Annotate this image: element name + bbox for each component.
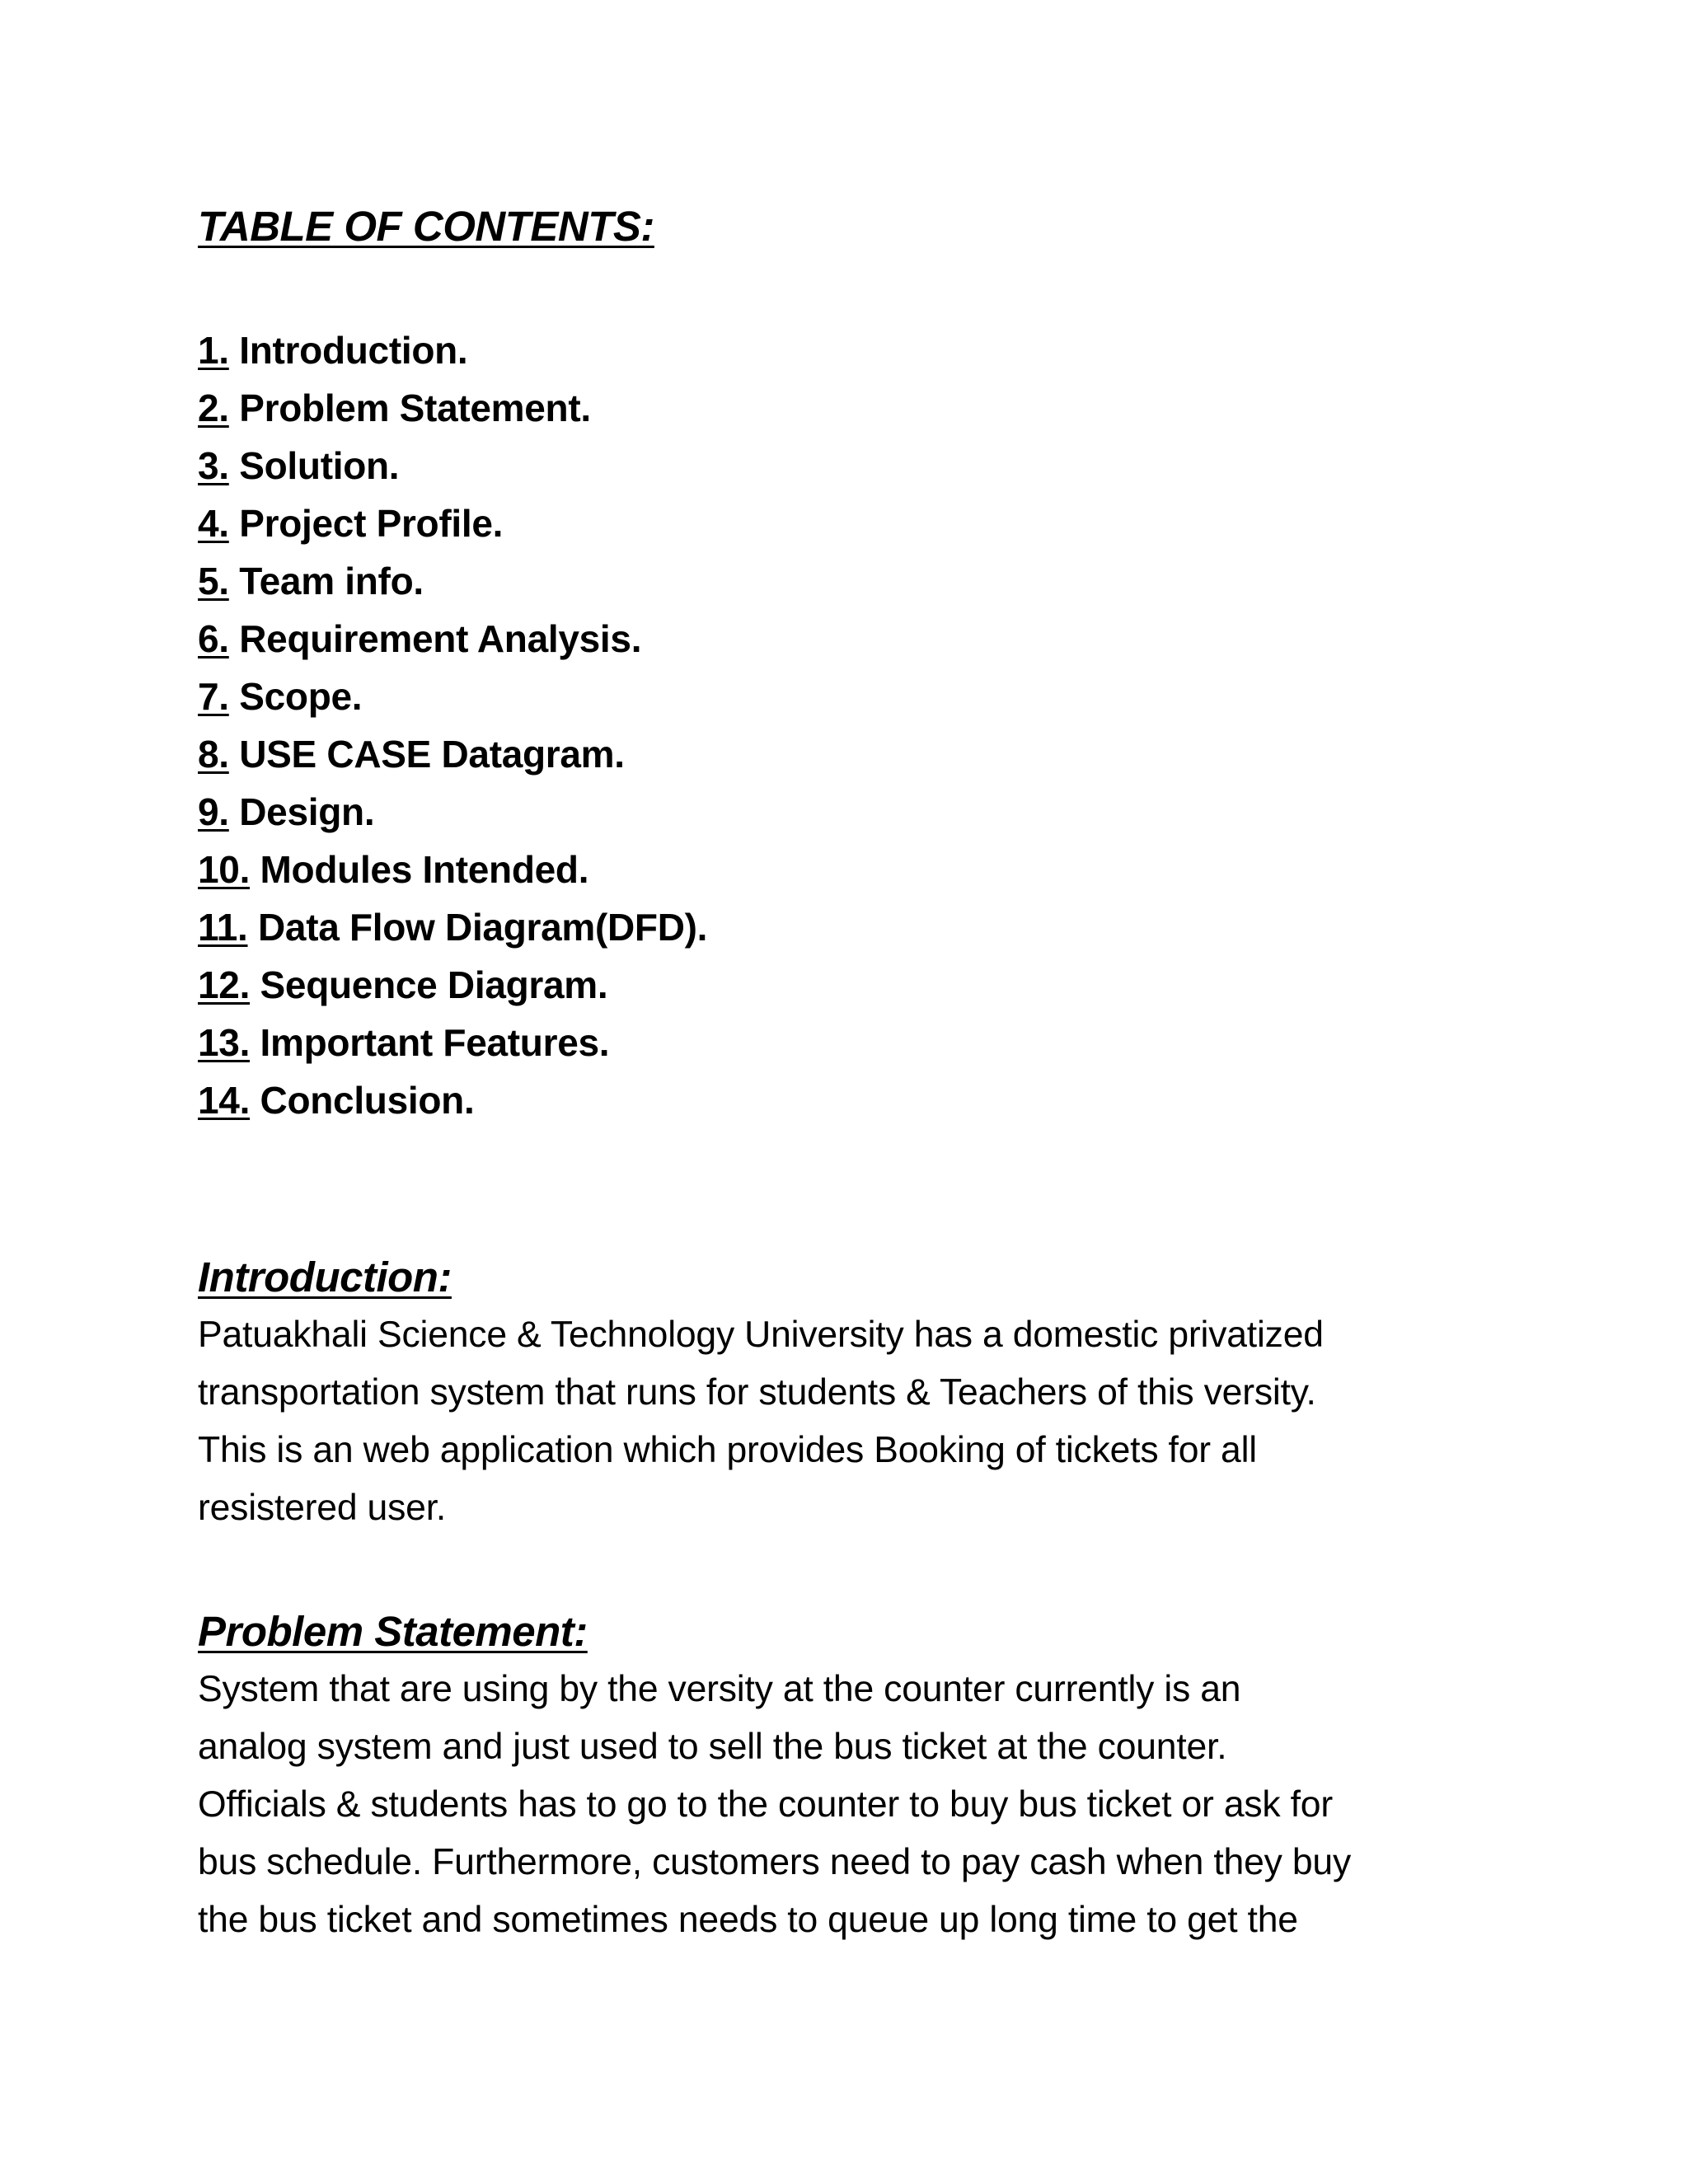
toc-item-label: Design. [239,790,375,833]
toc-item-label: Requirement Analysis. [239,617,642,660]
toc-item-label: Solution. [239,444,400,487]
toc-item [198,1014,1517,1071]
introduction-heading: Introduction: [198,1254,452,1301]
toc-item-number: 14. [198,1079,251,1122]
toc-item-number: 1. [198,329,229,372]
toc-list [198,321,1517,1129]
introduction-section [198,1249,1517,1537]
problem-statement-line: System that are using by the versity at the counter currently is an [198,1669,1241,1709]
problem-statement-section [198,1603,1517,1949]
toc-item [198,321,1517,379]
toc-item-number: 8. [198,733,229,776]
toc-item-label: Team info. [239,560,424,602]
toc-item-label: USE CASE Datagram. [239,733,625,776]
toc-item-label: Data Flow Diagram(DFD). [258,906,708,949]
toc-item-label: Important Features. [260,1021,610,1064]
problem-statement-heading: Problem Statement: [198,1608,588,1655]
introduction-line: resistered user. [198,1488,447,1528]
toc-item-number: 4. [198,502,229,545]
toc-item [198,437,1517,494]
toc-item-label: Conclusion. [260,1079,475,1122]
toc-item-label: Project Profile. [239,502,504,545]
toc-item-number: 10. [198,848,251,891]
toc-item-number: 11. [198,906,248,949]
problem-statement-line: analog system and just used to sell the bus ticket at the counter. [198,1727,1227,1767]
problem-statement-line: Officials & students has to go to the counter to buy bus ticket or ask for [198,1784,1333,1825]
introduction-line: Patuakhali Science & Technology University has a domestic privatized [198,1315,1324,1355]
toc-item [198,783,1517,841]
toc-item [198,552,1517,610]
page-content [198,198,1517,1949]
toc-item-label: Sequence Diagram. [260,963,608,1006]
toc-item-number: 2. [198,387,229,429]
toc-item-number: 5. [198,560,229,602]
toc-item [198,668,1517,725]
toc-item [198,841,1517,898]
toc-item-label: Problem Statement. [239,387,591,429]
toc-item-number: 7. [198,675,229,718]
toc-item-number: 12. [198,963,251,1006]
toc-item-number: 3. [198,444,229,487]
toc-item [198,725,1517,783]
toc-item-label: Modules Intended. [260,848,589,891]
toc-item [198,379,1517,437]
toc-item-label: Scope. [239,675,363,718]
problem-statement-line: the bus ticket and sometimes needs to queue up long time to get the [198,1900,1298,1940]
toc-heading: TABLE OF CONTENTS: [198,203,654,250]
introduction-line: This is an web application which provides Booking of tickets for all [198,1430,1257,1470]
toc-item [198,610,1517,668]
introduction-line: transportation system that runs for students & Teachers of this versity. [198,1372,1316,1413]
toc-item [198,898,1517,956]
problem-statement-line: bus schedule. Furthermore, customers need to pay cash when they buy [198,1842,1351,1882]
toc-item [198,494,1517,552]
toc-item-number: 9. [198,790,229,833]
toc-item-label: Introduction. [239,329,468,372]
toc-item [198,1071,1517,1129]
toc-item-number: 6. [198,617,229,660]
toc-item [198,956,1517,1014]
toc-item-number: 13. [198,1021,251,1064]
